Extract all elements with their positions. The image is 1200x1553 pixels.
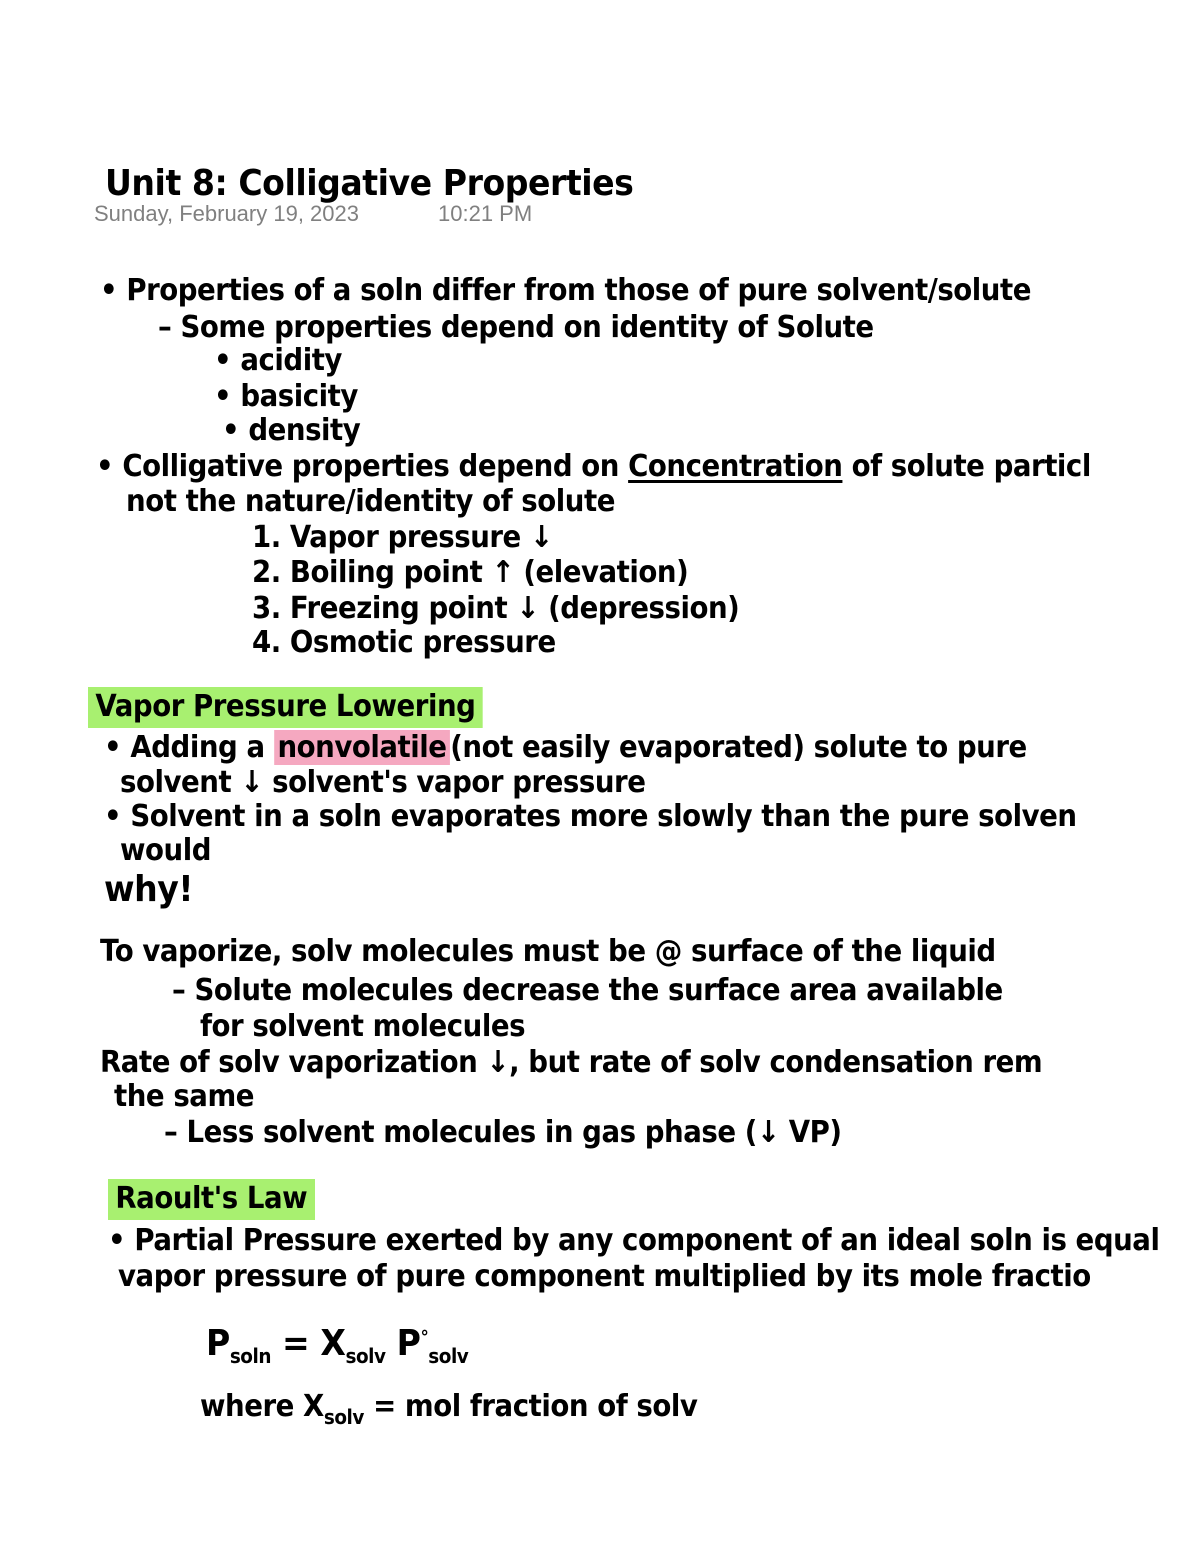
note-date: Sunday, February 19, 2023 [94, 201, 359, 226]
note-line: • Partial Pressure exerted by any component of an ideal soln is equal [108, 1223, 1160, 1258]
numbered-item: 2. Boiling point ↑ (elevation) [252, 555, 689, 590]
numbered-item: 3. Freezing point ↓ (depression) [252, 591, 740, 626]
note-time: 10:21 PM [438, 201, 533, 226]
eq-subscript: solv [428, 1344, 469, 1368]
section-heading [88, 689, 483, 724]
note-line [200, 1389, 698, 1429]
eq-subscript: solv [345, 1344, 386, 1368]
eq-symbol: X [320, 1323, 346, 1364]
note-line: for solvent molecules [200, 1009, 526, 1044]
eq-symbol: = [270, 1323, 321, 1364]
heading-highlight: Raoult's Law [108, 1179, 315, 1220]
note-line: vapor pressure of pure component multiplied by its mole fractio [118, 1259, 1091, 1294]
eq-subscript: soln [229, 1344, 271, 1368]
page-title: Unit 8: Colligative Properties [105, 163, 634, 204]
bullet-item: • basicity [214, 379, 358, 414]
note-line: – Less solvent molecules in gas phase (↓ VP) [164, 1115, 842, 1150]
text-segment: = mol fraction of solv [363, 1389, 698, 1424]
note-line [96, 449, 1091, 484]
note-line: the same [114, 1079, 255, 1114]
text-segment: where [200, 1389, 304, 1424]
eq-superscript: ° [420, 1327, 429, 1348]
note-line: • Properties of a soln differ from those of pure solvent/solute [100, 273, 1031, 308]
section-heading [108, 1181, 315, 1216]
eq-symbol: P [206, 1323, 230, 1364]
numbered-item: 4. Osmotic pressure [252, 625, 556, 660]
text-segment: • Adding a [104, 730, 274, 765]
text-segment: (not easily evaporated) solute to pure [450, 730, 1027, 765]
highlighted-term: nonvolatile [274, 730, 450, 765]
raoult-equation [206, 1323, 469, 1368]
note-line [104, 730, 1027, 765]
eq-symbol: X [303, 1389, 324, 1424]
eq-subscript: solv [323, 1405, 364, 1429]
note-line: not the nature/identity of solute [126, 484, 615, 519]
note-line: why! [104, 869, 194, 910]
eq-symbol: P [385, 1323, 421, 1364]
note-line: Rate of solv vaporization ↓, but rate of solv condensation rem [100, 1045, 1043, 1080]
note-line: • Solvent in a soln evaporates more slowly than the pure solven [104, 799, 1077, 834]
text-segment: • Colligative properties depend on [96, 449, 629, 484]
note-line: solvent ↓ solvent's vapor pressure [120, 765, 646, 800]
bullet-item: • acidity [214, 343, 342, 378]
note-line: To vaporize, solv molecules must be @ surface of the liquid [100, 934, 996, 969]
note-line: – Some properties depend on identity of Solute [158, 310, 874, 345]
note-line: would [120, 833, 212, 868]
numbered-item: 1. Vapor pressure ↓ [252, 520, 553, 555]
note-line: – Solute molecules decrease the surface area available [172, 973, 1003, 1008]
bullet-item: • density [222, 413, 361, 448]
text-segment: of solute particl [842, 449, 1091, 484]
underlined-term: Concentration [628, 449, 843, 484]
heading-highlight: Vapor Pressure Lowering [88, 687, 483, 728]
